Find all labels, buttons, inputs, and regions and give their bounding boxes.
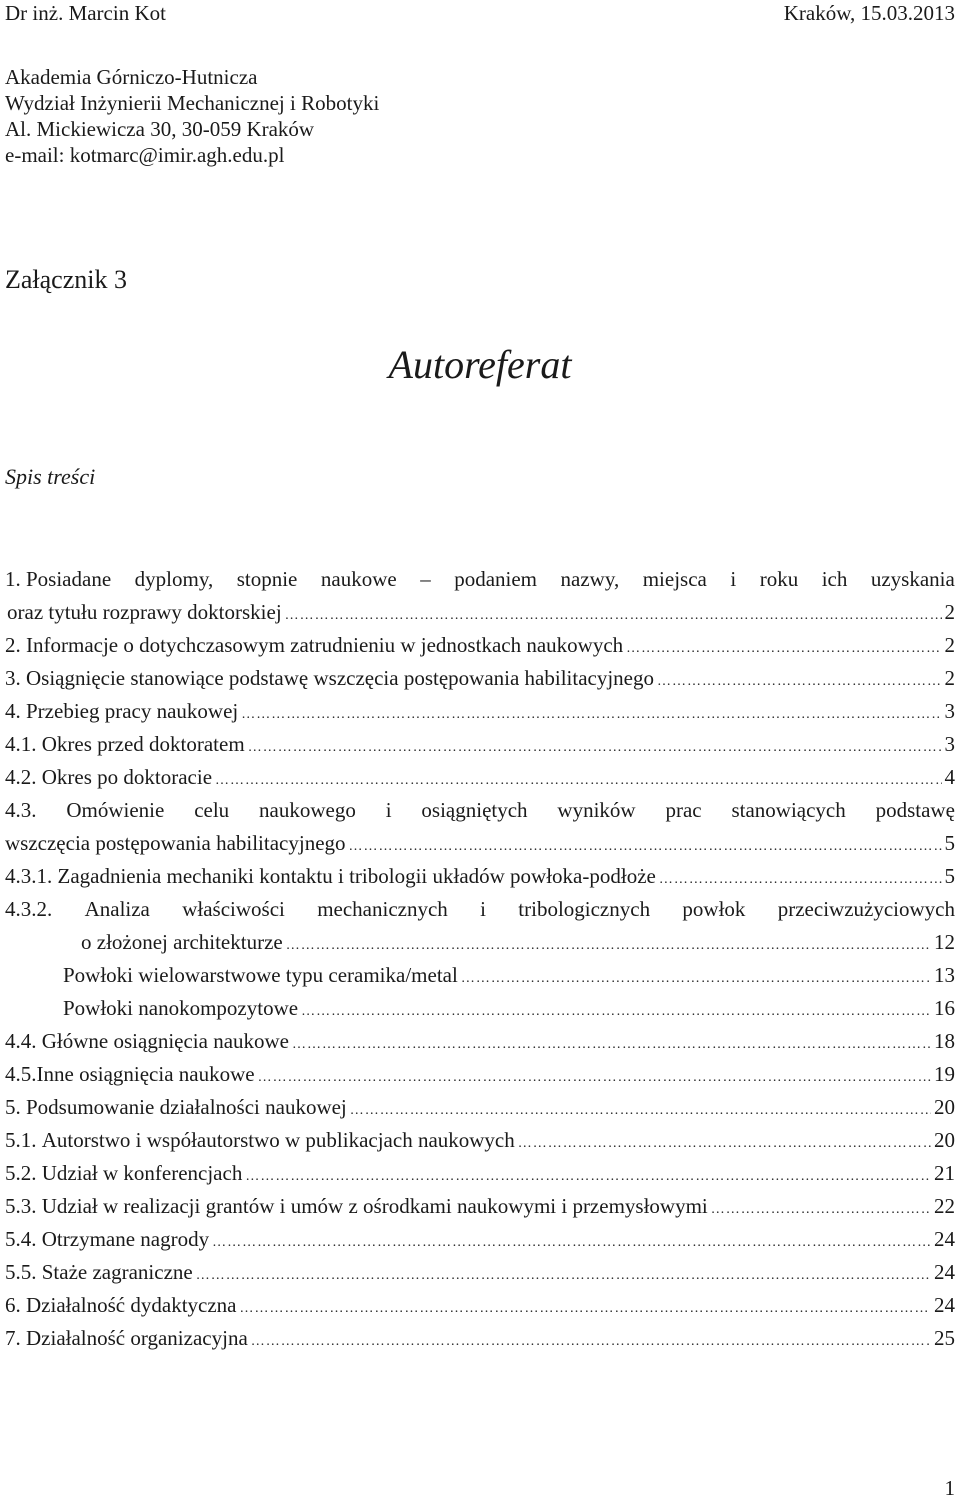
toc-leader-dots xyxy=(248,731,942,761)
toc-entry-4-3-1[interactable] xyxy=(5,860,955,893)
toc-page-number: 2 xyxy=(944,600,955,624)
toc-entry-label: Autorstwo i współautorstwo w publikacjach naukowych xyxy=(41,1128,515,1152)
toc-entry-1-line1 xyxy=(5,563,955,596)
toc-word: stopnie xyxy=(236,567,298,591)
toc-word: ich xyxy=(821,567,848,591)
toc-entry-label: Powłoki wielowarstwowe typu ceramika/metal xyxy=(63,963,458,987)
toc-leader-dots xyxy=(258,1061,931,1091)
toc-entry-number: 6. xyxy=(5,1293,21,1317)
toc-leader-dots xyxy=(461,962,931,992)
toc-leader-dots xyxy=(285,599,942,629)
toc-entry-4-3-line1 xyxy=(5,794,955,827)
toc-page-number: 3 xyxy=(944,732,955,756)
toc-entry-7[interactable] xyxy=(5,1322,955,1355)
toc-leader-dots xyxy=(212,1226,931,1256)
toc-page-number: 2 xyxy=(944,666,955,690)
toc-entry-number: 5.5. xyxy=(5,1260,37,1284)
toc-word: prac xyxy=(665,798,702,822)
toc-entry-number: 4. xyxy=(5,699,21,723)
toc-word: i xyxy=(385,798,392,822)
toc-entry-label: Przebieg pracy naukowej xyxy=(26,699,239,723)
toc-word: i xyxy=(730,567,737,591)
toc-page-number: 5 xyxy=(944,864,955,888)
toc-word: 1. Posiadane xyxy=(5,567,112,591)
toc-leader-dots xyxy=(518,1127,931,1157)
toc-page-number: 2 xyxy=(944,633,955,657)
address-block xyxy=(5,64,379,168)
toc-word: powłok xyxy=(682,897,746,921)
toc-entry-label: Podsumowanie działalności naukowej xyxy=(26,1095,347,1119)
toc-leader-dots xyxy=(626,632,941,662)
toc-entry-4-3-line2[interactable] xyxy=(5,827,955,860)
toc-leader-dots xyxy=(711,1193,931,1223)
toc-word: przeciwzużyciowych xyxy=(777,897,955,921)
toc-entry-label: wszczęcia postępowania habilitacyjnego xyxy=(5,831,346,855)
toc-word: wyników xyxy=(557,798,636,822)
toc-entry-4-3-2-line2[interactable] xyxy=(5,926,955,959)
toc-entry-1-line2[interactable] xyxy=(5,596,955,629)
address-line: Akademia Górniczo-Hutnicza xyxy=(5,65,258,89)
toc-entry-label: Informacje o dotychczasowym zatrudnieniu w jednostkach naukowych xyxy=(26,633,624,657)
toc-word: – xyxy=(420,567,431,591)
toc-entry-label: Udział w konferencjach xyxy=(41,1161,243,1185)
toc-entry-label: Osiągnięcie stanowiące podstawę wszczęcia postępowania habilitacyjnego xyxy=(26,666,655,690)
toc-leader-dots xyxy=(245,1160,931,1190)
toc-leader-dots xyxy=(241,698,941,728)
toc-entry-label: Okres po doktoracie xyxy=(41,765,213,789)
toc-entry-number: 4.2. xyxy=(5,765,37,789)
toc-entry-number: 5.2. xyxy=(5,1161,37,1185)
toc-word: celu xyxy=(194,798,230,822)
page-number: 1 xyxy=(944,1476,955,1500)
toc-entry-4-3-2-line1 xyxy=(5,893,955,926)
toc-page-number: 24 xyxy=(934,1293,955,1317)
toc-entry-4-1[interactable] xyxy=(5,728,955,761)
toc-entry-5-4[interactable] xyxy=(5,1223,955,1256)
toc-page-number: 25 xyxy=(934,1326,955,1350)
toc-entry-number: 4.3.1. xyxy=(5,864,53,888)
toc-word: właściwości xyxy=(182,897,285,921)
toc-leader-dots xyxy=(659,863,942,893)
toc-entry-number: 4.5. xyxy=(5,1062,37,1086)
toc-entry-label: o złożonej architekturze xyxy=(81,930,283,954)
toc-entry-4-2[interactable] xyxy=(5,761,955,794)
toc-entry-number: 5.4. xyxy=(5,1227,37,1251)
toc-entry-number: 4.4. xyxy=(5,1029,37,1053)
toc-leader-dots xyxy=(657,665,941,695)
toc-entry-number: 5.3. xyxy=(5,1194,37,1218)
address-email: e-mail: kotmarc@imir.agh.edu.pl xyxy=(5,143,285,167)
toc-page-number: 22 xyxy=(934,1194,955,1218)
toc-page-number: 16 xyxy=(934,996,955,1020)
toc-entry-label: Zagadnienia mechaniki kontaktu i tribologii układów powłoka-podłoże xyxy=(57,864,656,888)
toc-page-number: 3 xyxy=(944,699,955,723)
toc-word: mechanicznych xyxy=(317,897,448,921)
toc-entry-multilayer-coatings[interactable] xyxy=(5,959,955,992)
toc-entry-4[interactable] xyxy=(5,695,955,728)
address-line: Al. Mickiewicza 30, 30-059 Kraków xyxy=(5,117,315,141)
toc-entry-5-1[interactable] xyxy=(5,1124,955,1157)
toc-entry-2[interactable] xyxy=(5,629,955,662)
toc-word: miejsca xyxy=(642,567,707,591)
toc-word: Analiza xyxy=(84,897,150,921)
toc-page-number: 18 xyxy=(934,1029,955,1053)
toc-heading: Spis treści xyxy=(5,464,96,489)
toc-word: naukowego xyxy=(259,798,356,822)
author-name: Dr inż. Marcin Kot xyxy=(5,1,166,25)
toc-entry-5-5[interactable] xyxy=(5,1256,955,1289)
toc-word: uzyskania xyxy=(870,567,955,591)
toc-leader-dots xyxy=(215,764,941,794)
toc-word: i xyxy=(480,897,486,921)
toc-leader-dots xyxy=(251,1325,931,1355)
toc-word: podstawę xyxy=(875,798,955,822)
toc-entry-5-2[interactable] xyxy=(5,1157,955,1190)
toc-entry-4-5[interactable] xyxy=(5,1058,955,1091)
toc-entry-label: Udział w realizacji grantów i umów z ośrodkami naukowymi i przemysłowymi xyxy=(41,1194,708,1218)
toc-page-number: 13 xyxy=(934,963,955,987)
toc-page-number: 19 xyxy=(934,1062,955,1086)
toc-entry-5[interactable] xyxy=(5,1091,955,1124)
toc-word: podaniem xyxy=(454,567,538,591)
toc-page-number: 20 xyxy=(934,1095,955,1119)
toc-leader-dots xyxy=(301,995,931,1025)
toc-page-number: 4 xyxy=(944,765,955,789)
toc-word: naukowe xyxy=(320,567,397,591)
toc-entry-label: Otrzymane nagrody xyxy=(41,1227,210,1251)
toc-entry-label: Główne osiągnięcia naukowe xyxy=(41,1029,290,1053)
toc-leader-dots xyxy=(196,1259,931,1289)
place-date: Kraków, 15.03.2013 xyxy=(783,1,955,25)
toc-page-number: 24 xyxy=(934,1260,955,1284)
toc-entry-number: 5.1. xyxy=(5,1128,37,1152)
toc-word: 4.3.2. xyxy=(5,897,53,921)
toc-word: osiągniętych xyxy=(421,798,528,822)
toc-entry-number: 3. xyxy=(5,666,21,690)
toc-entry-nanocomposite-coatings[interactable] xyxy=(5,992,955,1025)
toc-entry-label: Okres przed doktoratem xyxy=(41,732,245,756)
toc-leader-dots xyxy=(286,929,931,959)
toc-word: Omówienie xyxy=(66,798,165,822)
toc-entry-label: oraz tytułu rozprawy doktorskiej xyxy=(7,600,282,624)
toc-word: 4.3. xyxy=(5,798,37,822)
toc-page-number: 5 xyxy=(944,831,955,855)
toc-word: tribologicznych xyxy=(518,897,651,921)
toc-entry-6[interactable] xyxy=(5,1289,955,1322)
toc-entry-4-4[interactable] xyxy=(5,1025,955,1058)
toc-entry-5-3[interactable] xyxy=(5,1190,955,1223)
toc-entry-number: 4.1. xyxy=(5,732,37,756)
toc-entry-number: 2. xyxy=(5,633,21,657)
toc-entry-label: Działalność dydaktyczna xyxy=(26,1293,237,1317)
document-header xyxy=(5,0,955,26)
table-of-contents xyxy=(5,563,955,1355)
toc-word: dyplomy, xyxy=(134,567,214,591)
toc-entry-3[interactable] xyxy=(5,662,955,695)
toc-word: stanowiących xyxy=(731,798,846,822)
address-line: Wydział Inżynierii Mechanicznej i Robotyki xyxy=(5,91,380,115)
toc-entry-label: Inne osiągnięcia naukowe xyxy=(36,1062,255,1086)
document-title: Autoreferat xyxy=(388,342,572,387)
appendix-label: Załącznik 3 xyxy=(5,265,127,294)
toc-word: roku xyxy=(759,567,799,591)
toc-leader-dots xyxy=(350,1094,931,1124)
toc-entry-label: Działalność organizacyjna xyxy=(26,1326,248,1350)
toc-leader-dots xyxy=(349,830,942,860)
toc-leader-dots xyxy=(240,1292,932,1322)
toc-entry-number: 5. xyxy=(5,1095,21,1119)
toc-entry-label: Powłoki nanokompozytowe xyxy=(63,996,299,1020)
toc-page-number: 12 xyxy=(934,930,955,954)
toc-page-number: 24 xyxy=(934,1227,955,1251)
toc-page-number: 20 xyxy=(934,1128,955,1152)
toc-word: nazwy, xyxy=(560,567,620,591)
toc-page-number: 21 xyxy=(934,1161,955,1185)
toc-entry-label: Staże zagraniczne xyxy=(41,1260,193,1284)
toc-entry-number: 7. xyxy=(5,1326,21,1350)
toc-leader-dots xyxy=(292,1028,931,1058)
